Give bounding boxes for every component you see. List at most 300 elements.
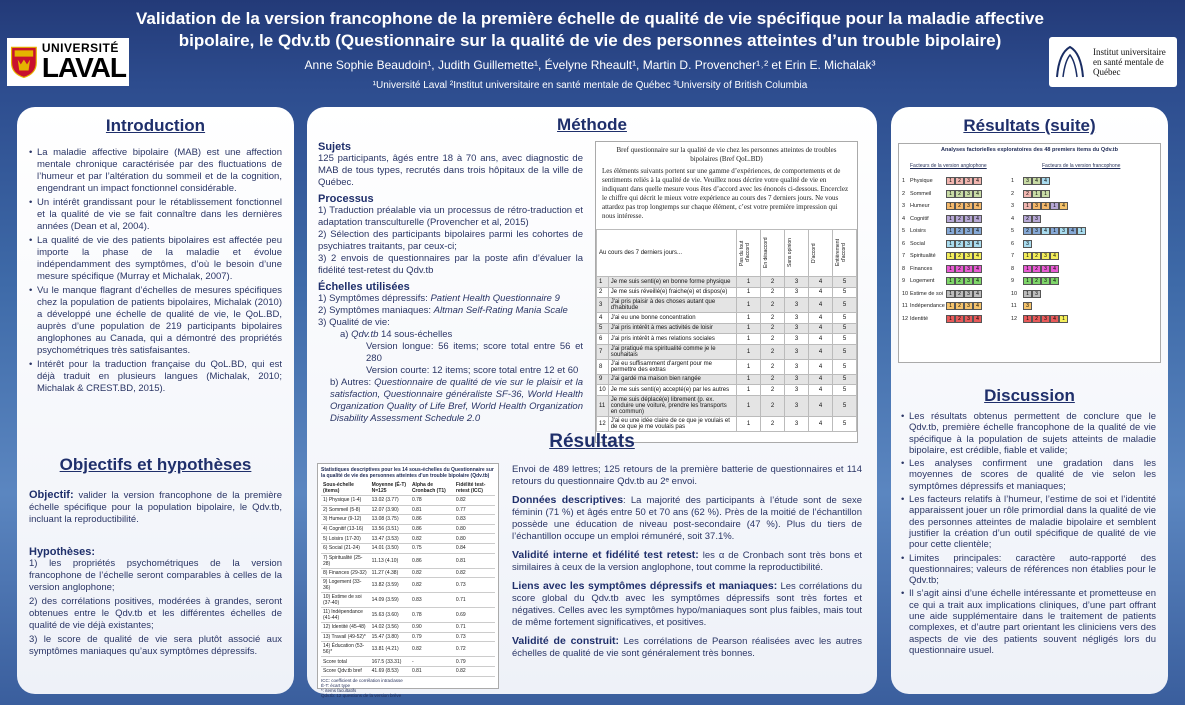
factor-row: 8 Finances 1 2 3 4 8 1 2 3 4 — [902, 263, 1157, 276]
scale-option[interactable]: 1 — [737, 385, 761, 396]
col-header: En désaccord — [761, 230, 785, 277]
questionnaire-header-label: Au cours des 7 derniers jours... — [597, 230, 737, 277]
factor-cell: 2 — [1023, 190, 1032, 198]
factor-cell: 2 — [955, 302, 964, 310]
factor-cell: 3 — [1032, 290, 1041, 298]
factor-right-bar — [1023, 277, 1059, 285]
factor-cell: 1 — [946, 252, 955, 260]
factor-cell: 4 — [1041, 202, 1050, 210]
left-panel — [17, 107, 294, 694]
factor-right-bar — [1023, 240, 1032, 248]
desc-table-row: 3) Humeur (9-12) 13.08 (3.75) 0.86 0.83 — [321, 515, 495, 525]
questionnaire-item-row: 3 J'ai pris plaisir à des choses autant que d'habitude 1 2 3 4 5 — [597, 298, 857, 313]
factor-left-bar — [946, 227, 1011, 235]
factor-cell: 4 — [973, 277, 982, 285]
factor-cell: 4 — [1050, 265, 1059, 273]
factor-cell: 1 — [946, 202, 955, 210]
scale-option[interactable]: 4 — [809, 359, 833, 374]
factor-cell: 3 — [1032, 227, 1041, 235]
factor-cell: 1 — [1041, 190, 1050, 198]
desc-table-row: Score total 167.5 (33.31) - 0.79 — [321, 657, 495, 667]
scale-option[interactable]: 1 — [737, 374, 761, 385]
col-header: Sans opinion — [785, 230, 809, 277]
scale-option[interactable]: 4 — [809, 416, 833, 431]
questionnaire-intro — [596, 142, 857, 225]
desc-table-row: Score Qdv.tb bref 41.69 (8.53) 0.81 0.82 — [321, 666, 495, 676]
scale-option[interactable]: 1 — [737, 323, 761, 334]
factor-cell: 4 — [1068, 227, 1077, 235]
scale-option[interactable]: 5 — [833, 298, 857, 313]
scale-option[interactable]: 1 — [737, 344, 761, 359]
resultats-construit: Validité de construit: Les corrélations de Pearson réalisées avec les autres échelles de qualité de vie sont généralement très bonnes. — [512, 635, 862, 659]
scale-option[interactable]: 2 — [761, 359, 785, 374]
factor-cell: 3 — [1032, 202, 1041, 210]
factor-right-bar — [1023, 252, 1059, 260]
factor-right-bar — [1023, 302, 1032, 310]
desc-table-row: 13) Travail (49-52)* 15.47 (3.80) 0.79 0.73 — [321, 632, 495, 642]
factor-cell: 2 — [955, 265, 964, 273]
factor-cell: 1 — [1023, 252, 1032, 260]
echelle-3b: b) Autres: Questionnaire de qualité de vie sur le plaisir et la satisfaction, Questionnaire généraliste SF-36, World Health Organization Quality of Life Bref, World Health Organization Disability Assessment Schedule 2.0 — [330, 377, 583, 424]
factor-left-bar — [946, 277, 1011, 285]
resultats-suite-heading: Résultats (suite) — [963, 116, 1096, 135]
processus-item: 3) 2 envois de questionnaires par la poste afin d’évaluer la fidélité test-retest du Qdv.tb — [318, 253, 583, 276]
desc-table-row: 6) Social (21-24) 14.01 (3.50) 0.75 0.84 — [321, 543, 495, 553]
factor-right-bar — [1023, 190, 1050, 198]
scale-option[interactable]: 2 — [761, 385, 785, 396]
factor-left-bar — [946, 265, 1011, 273]
factor-row: 5 Loisirs 1 2 3 4 5 2 3 4 1 3 4 1 — [902, 225, 1157, 238]
desc-table-title: Statistiques descriptives pour les 14 sous-échelles du Questionnaire sur la qualité de vie des personnes atteintes d'un trouble bipolaire (Qdv.tb) — [321, 467, 494, 479]
factor-row: 11 Indépendance 1 2 3 4 11 3 — [902, 300, 1157, 313]
objectif-text: Objectif: valider la version francophone de la première échelle spécifique pour la population bipolaire, le Qdv.tb, incluant la reproductibilité. — [29, 489, 282, 525]
factor-cell: 3 — [964, 190, 973, 198]
scale-option[interactable]: 3 — [785, 359, 809, 374]
factor-cell: 4 — [973, 252, 982, 260]
desc-table-row: 1) Physique (1-4) 13.02 (3.77) 0.78 0.82 — [321, 496, 495, 506]
factor-cell: 2 — [955, 277, 964, 285]
desc-table-row: 5) Loisirs (17-20) 13.47 (3.53) 0.82 0.80 — [321, 534, 495, 544]
scale-option[interactable]: 3 — [785, 298, 809, 313]
scale-option[interactable]: 4 — [809, 385, 833, 396]
factor-cell: 2 — [955, 177, 964, 185]
discussion-bullets — [901, 411, 1156, 658]
factor-left-bar — [946, 315, 1011, 323]
factor-cell: 3 — [1059, 227, 1068, 235]
desc-table-note: ICC: coefficient de corrélation intraclasse — [321, 677, 403, 683]
scale-option[interactable]: 1 — [737, 287, 761, 298]
sujets-label: Sujets — [318, 141, 352, 153]
factor-cell: 1 — [946, 190, 955, 198]
factor-cell: 4 — [973, 190, 982, 198]
resultats-validite: Validité interne et fidélité test retest: les α de Cronbach sont très bons et similaires à ceux de la version anglophone, tout comme la reproductibilité. — [512, 549, 862, 573]
factor-cell: 2 — [1032, 315, 1041, 323]
scale-option[interactable]: 2 — [761, 416, 785, 431]
discussion-bullet: • Il s’agit ainsi d’une échelle intéressante et prometteuse en ce qui a trait aux implications cliniques, d’une part offrant une aide supplémentaire dans le traitement de patients complexes, et d’autre part orientant les cliniciens vers des aspects de vie des patients souvent négligés lors du questionnaire usuel. — [901, 588, 1156, 656]
factor-row: 4 Cognitif 1 2 3 4 4 2 3 — [902, 213, 1157, 226]
factor-cell: 3 — [964, 202, 973, 210]
factor-cell: 4 — [1050, 252, 1059, 260]
factor-left-bar — [946, 240, 1011, 248]
right-panel — [891, 107, 1168, 694]
factor-cell: 1 — [946, 215, 955, 223]
factor-row: 7 Spiritualité 1 2 3 4 7 1 2 3 4 — [902, 250, 1157, 263]
questionnaire-figure — [595, 141, 858, 443]
factor-cell: 1 — [946, 265, 955, 273]
descriptive-table-figure — [317, 463, 499, 698]
questionnaire-table — [596, 229, 857, 432]
factor-left-bar — [946, 177, 1011, 185]
factor-left-bar — [946, 202, 1011, 210]
desc-table-row: 11) Indépendance (41-44) 15.63 (3.60) 0.78 0.69 — [321, 608, 495, 623]
objectifs-heading: Objectifs et hypothèses — [59, 455, 252, 474]
processus-item: 2) Sélection des participants bipolaires parmi les cohortes de psychiatres traitants, par ceux-ci; — [318, 229, 583, 252]
factor-cell: 4 — [973, 290, 982, 298]
questionnaire-item-row: 4 J'ai eu une bonne concentration 1 2 3 4 5 — [597, 313, 857, 324]
factor-right-bar — [1023, 202, 1068, 210]
factor-cell: 3 — [1041, 265, 1050, 273]
scale-option[interactable]: 2 — [761, 323, 785, 334]
iusmq-emblem-icon — [1053, 43, 1087, 81]
factor-right-bar — [1023, 215, 1041, 223]
factor-cell: 1 — [1023, 277, 1032, 285]
factor-right-bar — [1023, 315, 1068, 323]
factor-left-bar — [946, 215, 1011, 223]
scale-option[interactable]: 1 — [737, 416, 761, 431]
scale-option[interactable]: 5 — [833, 385, 857, 396]
scale-option[interactable]: 5 — [833, 374, 857, 385]
questionnaire-item-row: 10 Je me suis senti(e) accepté(e) par les autres 1 2 3 4 5 — [597, 385, 857, 396]
objectif-label: Objectif: — [29, 489, 74, 501]
discussion-bullet: • Les résultats obtenus permettent de conclure que le Qdv.tb, première échelle francophone de la qualité de vie spécifique à la population de sujets atteints de maladie bipolaire, est crédible, fiable et valide; — [901, 411, 1156, 456]
factor-cell: 4 — [973, 215, 982, 223]
desc-table — [321, 481, 495, 677]
factor-cell: 3 — [964, 215, 973, 223]
scale-option[interactable]: 4 — [809, 277, 833, 288]
factor-cell: 4 — [973, 240, 982, 248]
factor-cell: 4 — [1032, 177, 1041, 185]
factor-cell: 3 — [1032, 215, 1041, 223]
col-header: Entièrement d'accord — [833, 230, 857, 277]
intro-bullet: • La qualité de vie des patients bipolaires est affectée peu importe la phase de la maladie et évolue indépendamment des symptômes, d’où le besoin d’une mesure spécifique (Murray et Michalak, 2007). — [29, 235, 282, 283]
scale-option[interactable]: 3 — [785, 313, 809, 324]
desc-table-note: *: items facultatifs — [321, 687, 357, 693]
factor-cell: 4 — [973, 315, 982, 323]
questionnaire-header-row — [597, 230, 857, 277]
factor-row: 6 Social 1 2 3 4 6 3 — [902, 238, 1157, 251]
scale-option[interactable]: 4 — [809, 313, 833, 324]
title-line-2: bipolaire, le Qdv.tb (Questionnaire sur la qualité de vie des personnes atteintes d’un trouble bipolaire) — [178, 31, 1002, 50]
scale-option[interactable]: 4 — [809, 298, 833, 313]
scale-option[interactable]: 2 — [761, 344, 785, 359]
resultats-liens: Liens avec les symptômes dépressifs et maniaques: Les corrélations du score global du Qdv.tb avec les symptômes dépressifs sont très fortes et négatives. Celles avec les symptômes hypo/maniaques sont plus faibles, mais tout de même fortement significatives, et positives. — [512, 580, 862, 628]
factor-cell: 4 — [973, 202, 982, 210]
intro-heading: Introduction — [105, 116, 206, 135]
factor-cell: 3 — [964, 240, 973, 248]
discussion-bullet: • Les analyses confirment une gradation dans les moyennes de scores de qualité de vie selon les symptômes dépressifs et maniaques; — [901, 458, 1156, 492]
scale-option[interactable]: 5 — [833, 359, 857, 374]
factor-cell: 4 — [973, 177, 982, 185]
methode-heading: Méthode — [557, 115, 627, 134]
processus-item: 1) Traduction préalable via un processus de rétro-traduction et adaptation transculturelle (Provencher et al, 2015) — [318, 205, 583, 228]
questionnaire-item-row: 1 Je me suis senti(e) en bonne forme physique 1 2 3 4 5 — [597, 277, 857, 288]
affiliations: ¹Université Laval ²Institut universitaire en santé mentale de Québec ³University of British Columbia — [372, 80, 808, 91]
echelles-label: Échelles utilisées — [318, 281, 410, 293]
factor-cell: 3 — [1041, 277, 1050, 285]
resultats-text — [512, 464, 862, 662]
questionnaire-item-row: 11 Je me suis déplacé(e) librement (p. ex. conduire une voiture, prendre les transports en commun) 1 2 3 4 5 — [597, 395, 857, 416]
factor-row: 1 Physique 1 2 3 4 1 3 4 4 — [902, 175, 1157, 188]
scale-option[interactable]: 4 — [809, 374, 833, 385]
factor-right-header: Facteurs de la version francophone — [1042, 163, 1121, 169]
factor-cell: 3 — [1023, 177, 1032, 185]
questionnaire-item-row: 9 J'ai gardé ma maison bien rangée 1 2 3 4 5 — [597, 374, 857, 385]
echelle-3a-long: Version longue: 56 items; score total entre 56 et 280 — [366, 341, 583, 364]
hypothesis-item: 1) les propriétés psychométriques de la version francophone de l’échelle seront comparables à celles de la version anglophone; — [29, 558, 282, 593]
scale-option[interactable]: 3 — [785, 395, 809, 416]
methode-text — [318, 137, 583, 425]
desc-table-notes — [321, 678, 495, 698]
echelle-3: 3) Qualité de vie: — [318, 317, 390, 328]
factor-figure — [898, 143, 1161, 363]
desc-table-row: 9) Logement (33-36) 13.82 (3.59) 0.82 0.73 — [321, 578, 495, 593]
factor-cell: 1 — [1050, 202, 1059, 210]
factor-cell: 3 — [1041, 252, 1050, 260]
factor-cell: 3 — [964, 315, 973, 323]
hypotheses-block — [29, 542, 282, 660]
factor-rows — [902, 175, 1157, 325]
discussion-bullet: • Limites principales: caractère auto-rapporté des questionnaires; valeurs de références non établies pour le Qdv.tb; — [901, 553, 1156, 587]
factor-cell: 1 — [1023, 315, 1032, 323]
logo-universite-text: UNIVERSITÉ — [41, 41, 119, 55]
scale-option[interactable]: 4 — [809, 287, 833, 298]
factor-cell: 3 — [1023, 302, 1032, 310]
scale-option[interactable]: 2 — [761, 277, 785, 288]
factor-cell: 3 — [964, 252, 973, 260]
desc-table-row: 10) Estime de soi (37-40) 14.09 (3.59) 0.83 0.71 — [321, 593, 495, 608]
questionnaire-item-row: 7 J'ai pratiqué ma spiritualité comme je le souhaitais 1 2 3 4 5 — [597, 344, 857, 359]
resultats-envoi: Envoi de 489 lettres; 125 retours de la première batterie de questionnaires et 114 retours du questionnaire Qdv.tb au 2ᵉ envoi. — [512, 464, 862, 487]
scale-option[interactable]: 1 — [737, 313, 761, 324]
scale-option[interactable]: 3 — [785, 344, 809, 359]
col-header: D'accord — [809, 230, 833, 277]
factor-cell: 1 — [1032, 190, 1041, 198]
factor-right-bar — [1023, 227, 1086, 235]
sujets-text: 125 participants, âgés entre 18 à 70 ans, avec diagnostic de MAB de tous types, recrutés dans trois hôpitaux de la ville de Québec. — [318, 153, 583, 188]
hypothesis-item: 3) le score de qualité de vie sera plutôt associé aux symptômes maniaques qu’aux symptômes dépressifs. — [29, 634, 282, 657]
scale-option[interactable]: 2 — [761, 395, 785, 416]
scale-option[interactable]: 5 — [833, 323, 857, 334]
factor-right-bar — [1023, 265, 1059, 273]
desc-table-row: 4) Cognitif (13-16) 13.56 (3.51) 0.86 0.80 — [321, 524, 495, 534]
iusmq-logo — [1049, 37, 1177, 87]
scale-option[interactable]: 5 — [833, 313, 857, 324]
factor-cell: 1 — [946, 227, 955, 235]
poster-header — [0, 0, 1185, 100]
questionnaire-instructions: Les éléments suivants portent sur une gamme d’expériences, de comportements et de sentiments reliés à la qualité de vie. Veuillez nous décrire votre qualité de vie en indiquant dans quelle mesure vous êtes d’accord avec les énoncés ci-dessous. Encerclez le chiffre qui décrit le mieux votre expérience au cours des 7 derniers jours. Ne vous attardez pas trop longtemps sur chaque élément, c’est votre première impression qui nous intéresse. — [602, 167, 849, 220]
scale-option[interactable]: 2 — [761, 334, 785, 345]
scale-option[interactable]: 1 — [737, 298, 761, 313]
factor-left-bar — [946, 290, 1011, 298]
factor-cell: 1 — [1023, 265, 1032, 273]
iusmq-text: Institut universitaire en santé mentale de Québec — [1093, 47, 1166, 77]
factor-row: 10 Estime de soi 1 2 3 4 10 1 3 — [902, 288, 1157, 301]
factor-cell: 2 — [1023, 215, 1032, 223]
factor-cell: 4 — [973, 302, 982, 310]
factor-cell: 2 — [1032, 265, 1041, 273]
factor-cell: 2 — [1032, 252, 1041, 260]
factor-cell: 1 — [1059, 315, 1068, 323]
factor-cell: 4 — [1050, 315, 1059, 323]
factor-cell: 3 — [964, 265, 973, 273]
factor-cell: 2 — [1032, 277, 1041, 285]
factor-cell: 1 — [946, 290, 955, 298]
shield-icon — [10, 41, 38, 83]
factor-cell: 2 — [955, 202, 964, 210]
factor-cell: 3 — [1023, 240, 1032, 248]
universite-laval-logo — [7, 38, 129, 86]
intro-bullets — [29, 147, 282, 395]
intro-bullet: • Un intérêt grandissant pour le rétablissement fonctionnel et la qualité de vie se fait connaître dans les dernières années (Dean et al, 2004). — [29, 197, 282, 233]
hypotheses-label: Hypothèses: — [29, 546, 96, 558]
scale-option[interactable]: 2 — [761, 287, 785, 298]
factor-cell: 1 — [946, 315, 955, 323]
factor-cell: 1 — [946, 302, 955, 310]
factor-cell: 2 — [955, 315, 964, 323]
scale-option[interactable]: 5 — [833, 277, 857, 288]
scale-option[interactable]: 2 — [761, 374, 785, 385]
factor-cell: 3 — [964, 302, 973, 310]
factor-cell: 3 — [1041, 315, 1050, 323]
factor-cell: 2 — [955, 190, 964, 198]
desc-table-header: Sous-échelle (items) Moyenne (É-T) N=125 Alpha de Cronbach (T1) Fidélité test-retest (ICC) — [321, 481, 495, 496]
scale-option[interactable]: 4 — [809, 323, 833, 334]
questionnaire-item-row: 6 J'ai pris intérêt à mes relations sociales 1 2 3 4 5 — [597, 334, 857, 345]
scale-option[interactable]: 4 — [809, 344, 833, 359]
discussion-bullet: • Les facteurs relatifs à l’humeur, l’estime de soi et l’identité apparaissent jouer un rôle primordial dans la qualité de vie des personnes atteintes de maladie bipolaire et semblent justifier la création d’un outil spécifique de qualité de vie pour cette clientèle; — [901, 494, 1156, 550]
poster-title — [135, 8, 1045, 52]
discussion-heading: Discussion — [984, 386, 1075, 405]
factor-left-bar — [946, 252, 1011, 260]
factor-cell: 3 — [964, 227, 973, 235]
factor-cell: 4 — [973, 227, 982, 235]
scale-option[interactable]: 3 — [785, 277, 809, 288]
factor-cell: 3 — [964, 290, 973, 298]
factor-cell: 1 — [946, 177, 955, 185]
scale-option[interactable]: 2 — [761, 298, 785, 313]
factor-cell: 4 — [1041, 177, 1050, 185]
scale-option[interactable]: 1 — [737, 359, 761, 374]
questionnaire-item-row: 8 J'ai eu suffisamment d'argent pour me permettre des extras 1 2 3 4 5 — [597, 359, 857, 374]
factor-left-bar — [946, 302, 1011, 310]
col-header: Pas du tout d'accord — [737, 230, 761, 277]
authors: Anne Sophie Beaudoin¹, Judith Guillemette¹, Évelyne Rheault¹, Martin D. Provencher¹˒² et Erin E. Michalak³ — [304, 58, 876, 72]
factor-row: 9 Logement 1 2 3 4 9 1 2 3 4 — [902, 275, 1157, 288]
questionnaire-item-row: 2 Je me suis réveillé(e) fraiche(e) et dispos(e) 1 2 3 4 5 — [597, 287, 857, 298]
scale-option[interactable]: 1 — [737, 277, 761, 288]
processus-label: Processus — [318, 193, 374, 205]
factor-cell: 2 — [955, 252, 964, 260]
factor-cell: 1 — [946, 277, 955, 285]
questionnaire-title: Bref questionnaire sur la qualité de vie chez les personnes atteintes de troubles bipolaires (Bref QoL.BD) — [616, 146, 837, 163]
scale-option[interactable]: 1 — [737, 334, 761, 345]
factor-cell: 3 — [964, 277, 973, 285]
scale-option[interactable]: 3 — [785, 385, 809, 396]
echelle-1: 1) Symptômes dépressifs: Patient Health Questionnaire 9 — [318, 293, 560, 304]
hypothesis-item: 2) des corrélations positives, modérées à grandes, seront obtenues entre le Qdv.tb et les différentes échelles de qualité de vie déjà existantes; — [29, 596, 282, 631]
intro-bullet: • Vu le manque flagrant d’échelles de mesures spécifiques chez la population de patients bipolaires, Michalak (2010) a développé une échelle de qualité de vie, le QoL.BD, auprès d’une population de 219 participants bipolaires anglophones au Canada, qui a démontré des propriétés psychométriques très satisfaisantes. — [29, 285, 282, 357]
resultats-heading: Résultats — [549, 431, 635, 452]
scale-option[interactable]: 3 — [785, 287, 809, 298]
scale-option[interactable]: 4 — [809, 334, 833, 345]
scale-option[interactable]: 5 — [833, 334, 857, 345]
questionnaire-item-row: 5 J'ai pris intérêt à mes activités de loisir 1 2 3 4 5 — [597, 323, 857, 334]
factor-cell: 1 — [1023, 290, 1032, 298]
scale-option[interactable]: 5 — [833, 344, 857, 359]
desc-table-row: 2) Sommeil (5-8) 12.07 (3.90) 0.81 0.77 — [321, 505, 495, 515]
desc-table-row: 7) Spiritualité (25-28) 11.13 (4.10) 0.86 0.81 — [321, 553, 495, 568]
factor-cell: 3 — [964, 177, 973, 185]
factor-right-bar — [1023, 177, 1050, 185]
factor-row: 3 Humeur 1 2 3 4 3 1 3 4 1 4 — [902, 200, 1157, 213]
factor-right-bar — [1023, 290, 1041, 298]
scale-option[interactable]: 5 — [833, 416, 857, 431]
factor-cell: 4 — [973, 265, 982, 273]
scale-option[interactable]: 3 — [785, 334, 809, 345]
scale-option[interactable]: 5 — [833, 395, 857, 416]
resultats-descriptives: Données descriptives: La majorité des participants à l’étude sont de sexe féminin (71 %) et âgés entre 50 et 70 ans (62 %). Près de la moitié de l’échantillon possède une éducation de niveau post-secondaire (47 %). Plus du tiers de l’échantillon occupe un emploi rémunéré, soit 37.1%. — [512, 494, 863, 542]
scale-option[interactable]: 5 — [833, 287, 857, 298]
scale-option[interactable]: 3 — [785, 374, 809, 385]
factor-cell: 4 — [1059, 202, 1068, 210]
scale-option[interactable]: 2 — [761, 313, 785, 324]
factor-cell: 2 — [1023, 227, 1032, 235]
factor-left-bar — [946, 190, 1011, 198]
factor-cell: 4 — [1050, 277, 1059, 285]
desc-table-row: 12) Identité (45-48) 14.02 (3.56) 0.90 0.71 — [321, 623, 495, 633]
middle-panel — [307, 107, 877, 698]
factor-figure-title: Analyses factorielles exploratoires des 48 premiers items du Qdv.tb — [941, 147, 1118, 153]
factor-cell: 2 — [955, 290, 964, 298]
factor-cell: 2 — [955, 227, 964, 235]
echelle-3a: a) Qdv.tb 14 sous-échelles — [340, 329, 453, 340]
title-line-1: Validation de la version francophone de la première échelle de qualité de vie spécifique pour la maladie affective — [136, 9, 1044, 28]
factor-cell: 1 — [1023, 202, 1032, 210]
desc-table-row: 14) Éducation (53-56)* 13.81 (4.21) 0.82 0.72 — [321, 642, 495, 657]
desc-table-note: É-T: écart type — [321, 682, 351, 688]
intro-bullet: • Intérêt pour la traduction française du QoL.BD, qui est déjà traduit en plusieurs langues (Michalak, 2010; Michalak & CREST.BD, 2015). — [29, 359, 282, 395]
desc-table-row: 8) Finances (29-32) 11.27 (4.38) 0.82 0.82 — [321, 568, 495, 578]
scale-option[interactable]: 4 — [809, 395, 833, 416]
factor-cell: 2 — [955, 240, 964, 248]
echelle-3a-short: Version courte: 12 items; score total entre 12 et 60 — [366, 365, 579, 376]
scale-option[interactable]: 1 — [737, 395, 761, 416]
factor-cell: 1 — [1077, 227, 1086, 235]
desc-table-note: Qdv.tb: 12 questions de la version brève — [321, 692, 402, 698]
factor-cell: 1 — [946, 240, 955, 248]
logo-laval-text: LAVAL — [41, 52, 126, 83]
questionnaire-item-row: 12 J'ai eu une idée claire de ce que je voulais et de ce que je me voulais pas 1 2 3 4 5 — [597, 416, 857, 431]
intro-bullet: • La maladie affective bipolaire (MAB) est une affection mentale chronique caractérisée par des fluctuations de l’humeur et par l’altération du sommeil et de la cognition, engendrant un impact fonctionnel considérable. — [29, 147, 282, 195]
factor-row: 2 Sommeil 1 2 3 4 2 2 1 1 — [902, 188, 1157, 201]
factor-row: 12 Identité 1 2 3 4 12 1 2 3 4 1 — [902, 313, 1157, 326]
scale-option[interactable]: 3 — [785, 416, 809, 431]
factor-cell: 1 — [1050, 227, 1059, 235]
factor-left-header: Facteurs de la version anglophone — [910, 163, 987, 169]
factor-cell: 2 — [955, 215, 964, 223]
factor-cell: 4 — [1041, 227, 1050, 235]
scale-option[interactable]: 3 — [785, 323, 809, 334]
